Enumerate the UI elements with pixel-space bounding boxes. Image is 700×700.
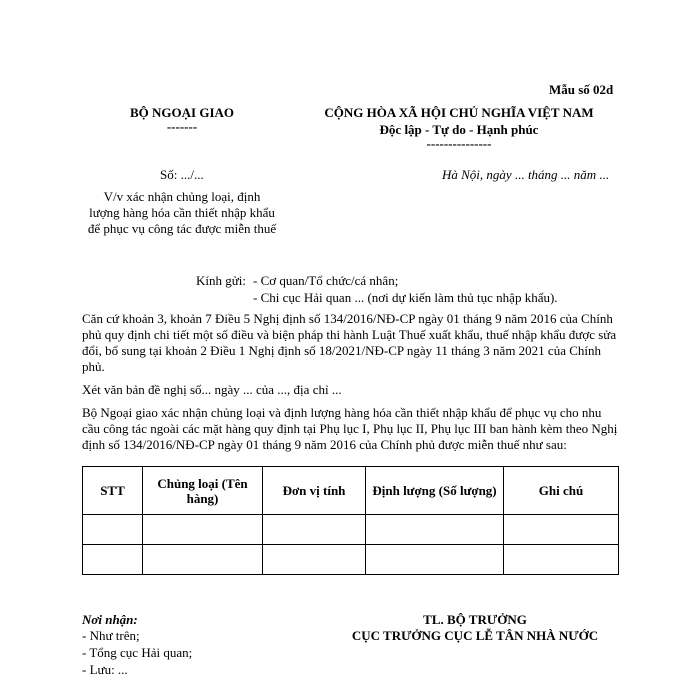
- agency-name: BỘ NGOẠI GIAO: [129, 105, 234, 120]
- table-cell: [83, 545, 143, 575]
- form-number: Mẫu số 02d: [549, 82, 614, 97]
- recipients-footer-label: Nơi nhận:: [82, 612, 138, 627]
- signer-position: CỤC TRƯỞNG CỤC LỄ TÂN NHÀ NƯỚC: [351, 628, 599, 643]
- table-header-row: [83, 467, 619, 515]
- table-cell: [143, 515, 263, 545]
- legal-basis-paragraph: Căn cứ khoản 3, khoản 7 Điều 5 Nghị định số 134/2016/NĐ-CP ngày 01 tháng 9 năm 2016 của Chính phủ quy định chi tiết một số điều và biện pháp thi hành Luật Thuế xuất khẩu, thuế nhập khẩu được sửa đổi, bổ sung tại khoản 2 Điều 1 Nghị định số 18/2021/NĐ-CP ngày 11 tháng 3 năm 2021 của Chính phủ.: [82, 311, 617, 374]
- document-subject: [82, 189, 282, 237]
- header-quantity: Định lượng (Số lượng): [366, 467, 504, 515]
- table-row: [83, 545, 619, 575]
- table-cell: [143, 545, 263, 575]
- national-motto: Độc lập - Tự do - Hạnh phúc: [379, 122, 539, 137]
- nation-name: CỘNG HÒA XÃ HỘI CHỦ NGHĨA VIỆT NAM: [324, 105, 594, 120]
- request-paragraph: Xét văn bản đề nghị số... ngày ... của ..., địa chỉ ...: [82, 382, 342, 397]
- table-cell: [366, 545, 504, 575]
- table-cell: [504, 545, 619, 575]
- recipient-line: - Cơ quan/Tổ chức/cá nhân;: [253, 273, 399, 288]
- table-cell: [263, 545, 366, 575]
- subject-line: lượng hàng hóa cần thiết nhập khẩu: [89, 205, 275, 220]
- confirmation-paragraph: Bộ Ngoại giao xác nhận chủng loại và định lượng hàng hóa cần thiết nhập khẩu để phục vụ cho nhu cầu công tác ngoài các mặt hàng quy định tại Phụ lục I, Phụ lục II, Phụ lục III ban hành kèm theo Nghị định số 134/2016/NĐ-CP ngày 01 tháng 9 năm 2016 của Chính phủ được miễn thuế như sau:: [82, 405, 618, 452]
- header-notes: Ghi chú: [504, 467, 619, 515]
- header-goods-type: Chủng loại (Tên hàng): [143, 467, 263, 515]
- subject-line: V/v xác nhận chủng loại, định: [103, 189, 261, 204]
- header-unit: Đơn vị tính: [263, 467, 366, 515]
- footer-recipient: - Tổng cục Hải quan;: [82, 645, 193, 660]
- motto-underline: ---------------: [426, 136, 492, 151]
- table-row: [83, 515, 619, 545]
- table-cell: [366, 515, 504, 545]
- agency-underline: -------: [166, 119, 198, 134]
- place-and-date: Hà Nội, ngày ... tháng ... năm ...: [442, 167, 610, 182]
- footer-recipient: - Lưu: ...: [82, 662, 128, 677]
- goods-table: [82, 466, 619, 575]
- recipients-label: Kính gửi:: [196, 273, 247, 288]
- table-cell: [83, 515, 143, 545]
- subject-line: để phục vụ công tác được miễn thuế: [87, 221, 277, 236]
- signer-title: TL. BỘ TRƯỞNG: [423, 612, 527, 627]
- recipient-line: - Chi cục Hải quan ... (nơi dự kiến làm thủ tục nhập khẩu).: [253, 290, 558, 305]
- header-stt: STT: [83, 467, 143, 515]
- table-cell: [504, 515, 619, 545]
- table-cell: [263, 515, 366, 545]
- footer-recipient: - Như trên;: [82, 628, 140, 643]
- document-number: Số: .../...: [160, 167, 204, 182]
